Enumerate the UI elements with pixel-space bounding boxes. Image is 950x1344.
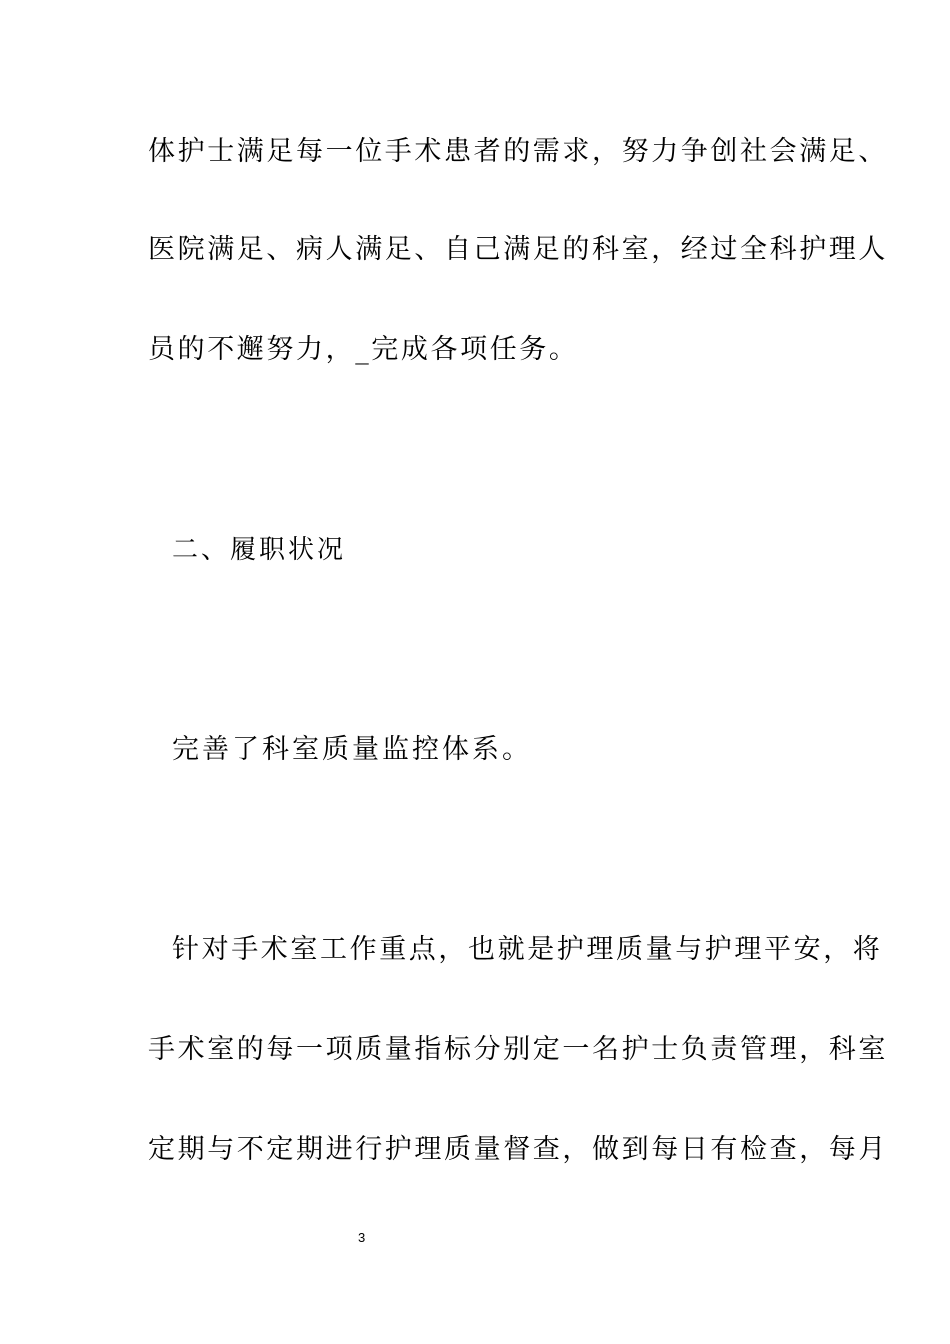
paragraph-line: 手术室的每一项质量指标分别定一名护士负责管理，科室 <box>148 1034 888 1065</box>
paragraph-line: 医院满足、病人满足、自己满足的科室，经过全科护理人 <box>148 234 888 265</box>
paragraph-line: 定期与不定期进行护理质量督查，做到每日有检查，每月 <box>148 1134 888 1165</box>
paragraph-line: 针对手术室工作重点，也就是护理质量与护理平安，将 <box>172 934 883 965</box>
section-heading: 二、履职状况 <box>172 535 347 565</box>
paragraph-line: 员的不邂努力，_完成各项任务。 <box>148 334 579 365</box>
paragraph-line: 完善了科室质量监控体系。 <box>172 734 532 765</box>
paragraph-line: 体护士满足每一位手术患者的需求，努力争创社会满足、 <box>148 136 888 167</box>
page-number: 3 <box>358 1230 366 1245</box>
